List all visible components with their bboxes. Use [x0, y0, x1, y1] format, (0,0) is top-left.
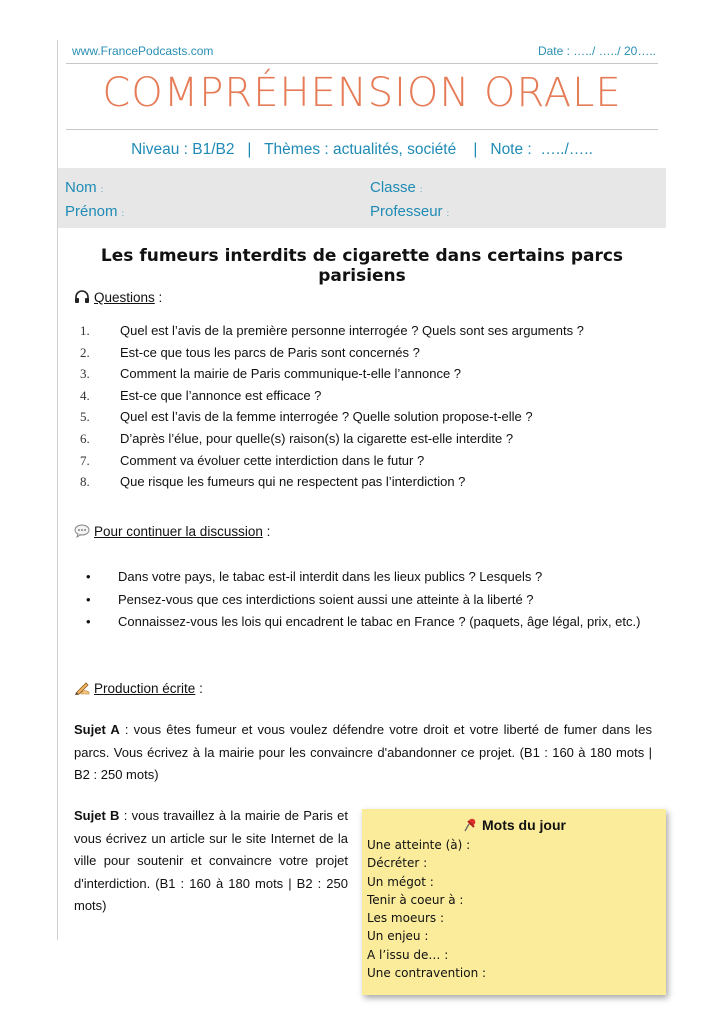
- page-title: COMPRÉHENSION ORALE: [102, 70, 622, 116]
- sujet-b-label: Sujet B: [74, 808, 120, 823]
- vocab-item: Tenir à coeur à :: [367, 892, 464, 907]
- heading-suffix: :: [262, 524, 271, 539]
- headphones-icon: [74, 290, 90, 304]
- question-number: 1.: [80, 323, 90, 338]
- question-number: 5.: [80, 409, 90, 425]
- nom-field[interactable]: [65, 179, 103, 196]
- header-top: [72, 44, 656, 62]
- discussion-item: [86, 566, 646, 588]
- classe-field[interactable]: [370, 179, 422, 196]
- vocab-item: Une contravention :: [367, 966, 487, 981]
- question-text: Que risque les fumeurs qui ne respectent pas l’interdiction ?: [120, 474, 466, 490]
- heading-suffix: :: [195, 681, 203, 696]
- discussion-heading-text: Pour continuer la discussion: [94, 524, 263, 539]
- discussion-text: Connaissez-vous les lois qui encadrent le tabac en France ? (paquets, âge légal, prix, etc.): [118, 614, 641, 629]
- nom-label: Nom: [65, 179, 97, 196]
- date-field: Date : …../ …../ 20…..: [537, 44, 656, 58]
- divider: [66, 63, 658, 64]
- sujet-b-text: : vous travaillez à la mairie de Paris et vous écrivez un article sur le site Internet de la ville pour soutenir et convaincre votre projet d'interdiction. (B1 : 160 à 180 mots | B2 : 250 mots): [74, 808, 348, 913]
- bullet: •: [86, 591, 91, 607]
- discussion-list: [86, 566, 646, 634]
- site-link[interactable]: www.FrancePodcasts.com: [72, 44, 214, 58]
- question-number: 8.: [80, 474, 90, 490]
- question-text: Quel est l’avis de la femme interrogée ? Quelle solution propose-t-elle ?: [120, 409, 533, 425]
- question-number: 2.: [80, 344, 90, 360]
- speech-bubble-icon: [74, 524, 90, 538]
- divider: [66, 129, 658, 130]
- professeur-label: Professeur: [370, 203, 443, 220]
- vocab-item: Un enjeu :: [367, 929, 429, 944]
- questions-heading: [74, 290, 162, 305]
- question-number: 3.: [80, 366, 90, 382]
- professeur-field[interactable]: [370, 203, 449, 220]
- sujet-b: [74, 805, 348, 918]
- production-heading-text: Production écrite: [94, 681, 196, 696]
- writing-hand-icon: [74, 681, 90, 695]
- discussion-item: [86, 589, 646, 611]
- bullet: •: [86, 614, 91, 629]
- question-number: 4.: [80, 387, 90, 403]
- vocab-item: Décréter :: [367, 856, 428, 871]
- production-heading: [74, 681, 203, 696]
- discussion-text: Dans votre pays, le tabac est-il interdit dans les lieux publics ? Lesquels ?: [118, 569, 543, 584]
- discussion-text: Pensez-vous que ces interdictions soient aussi une atteinte à la liberté ?: [118, 591, 534, 607]
- colon: :: [446, 209, 449, 218]
- sujet-a: [74, 719, 652, 787]
- colon: :: [420, 185, 423, 194]
- question-text: Quel est l’avis de la première personne interrogée ? Quels sont ses arguments ?: [120, 323, 584, 338]
- vocab-item: A l’issu de… :: [367, 947, 449, 962]
- question-text: D’après l’élue, pour quelle(s) raison(s) la cigarette est-elle interdite ?: [120, 430, 514, 446]
- vocab-item: Une atteinte (à) :: [367, 838, 471, 852]
- classe-label: Classe: [370, 179, 416, 196]
- question-number: 7.: [80, 452, 90, 468]
- vocab-item: Les moeurs :: [367, 911, 444, 926]
- mots-du-jour-list: [367, 836, 486, 982]
- colon: :: [100, 185, 104, 194]
- document-title: Les fumeurs interdits de cigarette dans certains parcs parisiens: [100, 246, 624, 286]
- sujet-a-label: Sujet A: [74, 722, 120, 737]
- prenom-field[interactable]: [65, 203, 124, 220]
- mots-du-jour-note: [362, 809, 666, 995]
- question-text: Est-ce que l’annonce est efficace ?: [120, 387, 322, 403]
- question-number: 6.: [80, 430, 90, 446]
- colon: :: [121, 209, 124, 218]
- questions-heading-text: Questions: [94, 290, 155, 305]
- question-text: Est-ce que tous les parcs de Paris sont concernés ?: [120, 344, 420, 360]
- discussion-item: [86, 611, 646, 633]
- prenom-label: Prénom: [65, 203, 118, 220]
- question-text: Comment va évoluer cette interdiction dans le futur ?: [120, 452, 425, 468]
- bullet: •: [86, 569, 91, 584]
- student-id-box: [58, 168, 666, 228]
- pushpin-icon: [462, 818, 478, 832]
- heading-suffix: :: [154, 290, 163, 305]
- mots-du-jour-title: [362, 817, 666, 833]
- discussion-heading: [74, 524, 270, 539]
- level-theme-line: Niveau : B1/B2 | Thèmes : actualités, société | Note : …../…..: [131, 141, 593, 158]
- sujet-a-text: : vous êtes fumeur et vous voulez défendre votre droit et votre liberté de fumer dans les parcs. Vous écrivez à la mairie pour les convaincre d'abandonner ce projet. (B1 : 160 à 180 mots | B2 : 250 mots): [74, 722, 652, 782]
- mots-du-jour-title-text: Mots du jour: [482, 817, 566, 833]
- question-text: Comment la mairie de Paris communique-t-elle l’annonce ?: [120, 366, 462, 382]
- vocab-item: Un mégot :: [367, 874, 434, 889]
